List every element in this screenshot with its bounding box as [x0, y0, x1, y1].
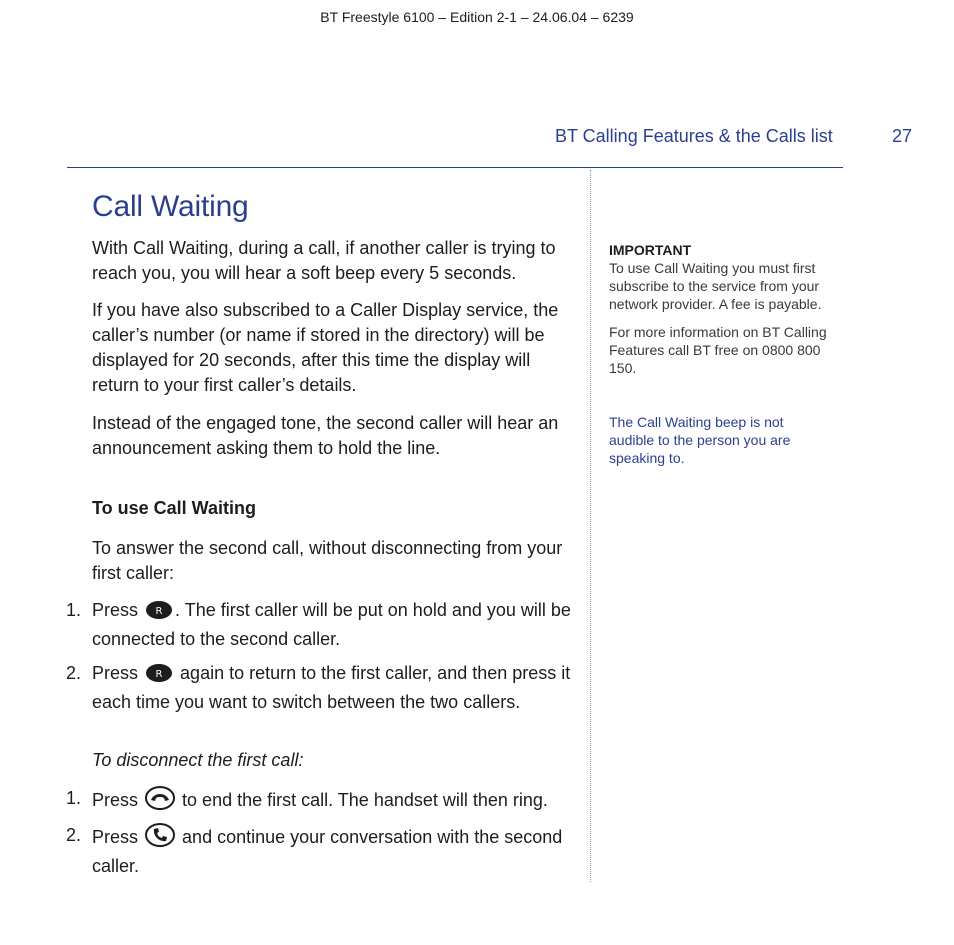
section-title: BT Calling Features & the Calls list	[555, 126, 833, 146]
disconnect-heading: To disconnect the first call:	[92, 750, 304, 770]
disconnect-step-2	[66, 823, 581, 879]
column-divider	[590, 170, 591, 882]
step-text-after: again to return to the first caller, and then press it each time you want to switch between the two callers.	[92, 663, 571, 712]
intro-paragraph-1: With Call Waiting, during a call, if another caller is trying to reach you, you will hear a soft beep every 5 seconds.	[92, 238, 556, 283]
page-title: Call Waiting	[92, 190, 249, 223]
step-text-after: . The first caller will be put on hold and you will be connected to the second caller.	[92, 600, 571, 649]
step-1	[66, 598, 581, 652]
subheading: To use Call Waiting	[92, 498, 257, 518]
recall-button-label: R	[155, 669, 163, 680]
beep-note: The Call Waiting beep is not audible to the person you are speaking to.	[609, 414, 791, 466]
disconnect-step-1	[66, 786, 581, 817]
page-number: 27	[892, 126, 913, 146]
edition-line: BT Freestyle 6100 – Edition 2-1 – 24.06.04 – 6239	[320, 9, 634, 25]
step-text-before: Press	[92, 790, 139, 810]
recall-button-label: R	[155, 606, 163, 617]
step-text-before: Press	[92, 600, 139, 620]
recall-button-icon	[145, 600, 173, 627]
lead-paragraph: To answer the second call, without disconnecting from your first caller:	[92, 538, 563, 583]
recall-button-icon	[145, 663, 173, 690]
header-rule	[67, 167, 843, 168]
step-number: 1.	[66, 600, 82, 620]
step-text-before: Press	[92, 827, 139, 847]
important-text: To use Call Waiting you must first subscribe to the service from your network provider. A fee is payable.	[609, 260, 822, 312]
intro-paragraph-2: If you have also subscribed to a Caller Display service, the caller’s number (or name if stored in the directory) will be displayed for 20 seconds, after this time the display will return to your first caller’s details.	[92, 300, 559, 395]
step-2	[66, 661, 581, 715]
step-text-after: to end the first call. The handset will then ring.	[182, 790, 548, 810]
end-call-icon	[145, 786, 175, 817]
step-number: 2.	[66, 825, 82, 845]
info-note: For more information on BT Calling Features call BT free on 0800 800 150.	[609, 324, 827, 376]
step-text-after: and continue your conversation with the second caller.	[92, 827, 563, 876]
intro-paragraph-3: Instead of the engaged tone, the second caller will hear an announcement asking them to hold the line.	[92, 413, 559, 458]
step-text-before: Press	[92, 663, 139, 683]
important-title: IMPORTANT	[609, 242, 692, 258]
step-number: 2.	[66, 663, 82, 683]
talk-button-icon	[145, 823, 175, 854]
step-number: 1.	[66, 788, 82, 808]
important-note	[609, 241, 849, 313]
